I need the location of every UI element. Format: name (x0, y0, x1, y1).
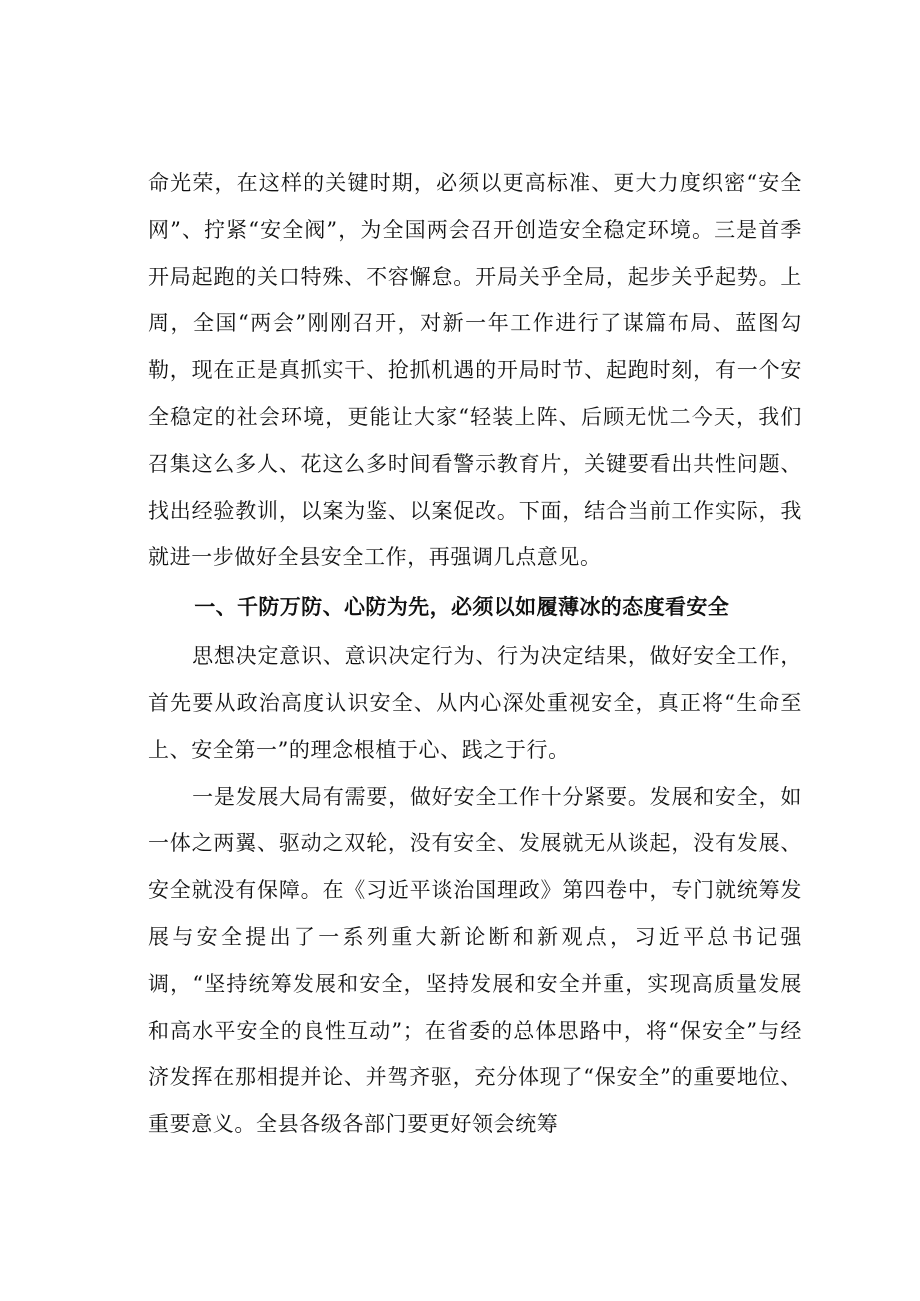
paragraph-section-intro: 思想决定意识、意识决定行为、行为决定结果，做好安全工作，首先要从政治高度认识安全、从内心深处重视安全，真正将“生命至上、安全第一”的理念根植于心、践之于行。 (148, 644, 802, 762)
paragraph-point-one: 一是发展大局有需要，做好安全工作十分紧要。发展和安全，如一体之两翼、驱动之双轮，没有安全、发展就无从谈起，没有发展、安全就没有保障。在《习近平谈治国理政》第四卷中，专门就统筹发展与安全提出了一系列重大新论断和新观点，习近平总书记强调，“坚持统筹发展和安全，坚持发展和安全并重，实现高质量发展和高水平安全的良性互动”；在省委的总体思路中，将“保安全”与经济发挥在那相提并论、并驾齐驱，充分体现了“保安全”的重要地位、重要意义。全县各级各部门要更好领会统筹 (148, 784, 802, 1137)
section-heading-1: 一、千防万防、心防为先，必须以如履薄冰的态度看安全 (194, 595, 730, 620)
paragraph-continuation: 命光荣，在这样的关键时期，必须以更高标准、更大力度织密“安全网”、拧紧“安全阀”，为全国两会召开创造安全稳定环境。三是首季开局起跑的关口特殊、不容懈怠。开局关乎全局，起步关乎起势。上周，全国“两会”刚刚召开，对新一年工作进行了谋篇布局、蓝图勾勒，现在正是真抓实干、抢抓机遇的开局时节、起跑时刻，有一个安全稳定的社会环境，更能让大家“轻装上阵、后顾无忧二今天，我们召集这么多人、花这么多时间看警示教育片，关键要看出共性问题、找出经验教训，以案为鉴、以案促改。下面，结合当前工作实际，我就进一步做好全县安全工作，再强调几点意见。 (148, 171, 802, 570)
document-body (148, 160, 802, 1148)
